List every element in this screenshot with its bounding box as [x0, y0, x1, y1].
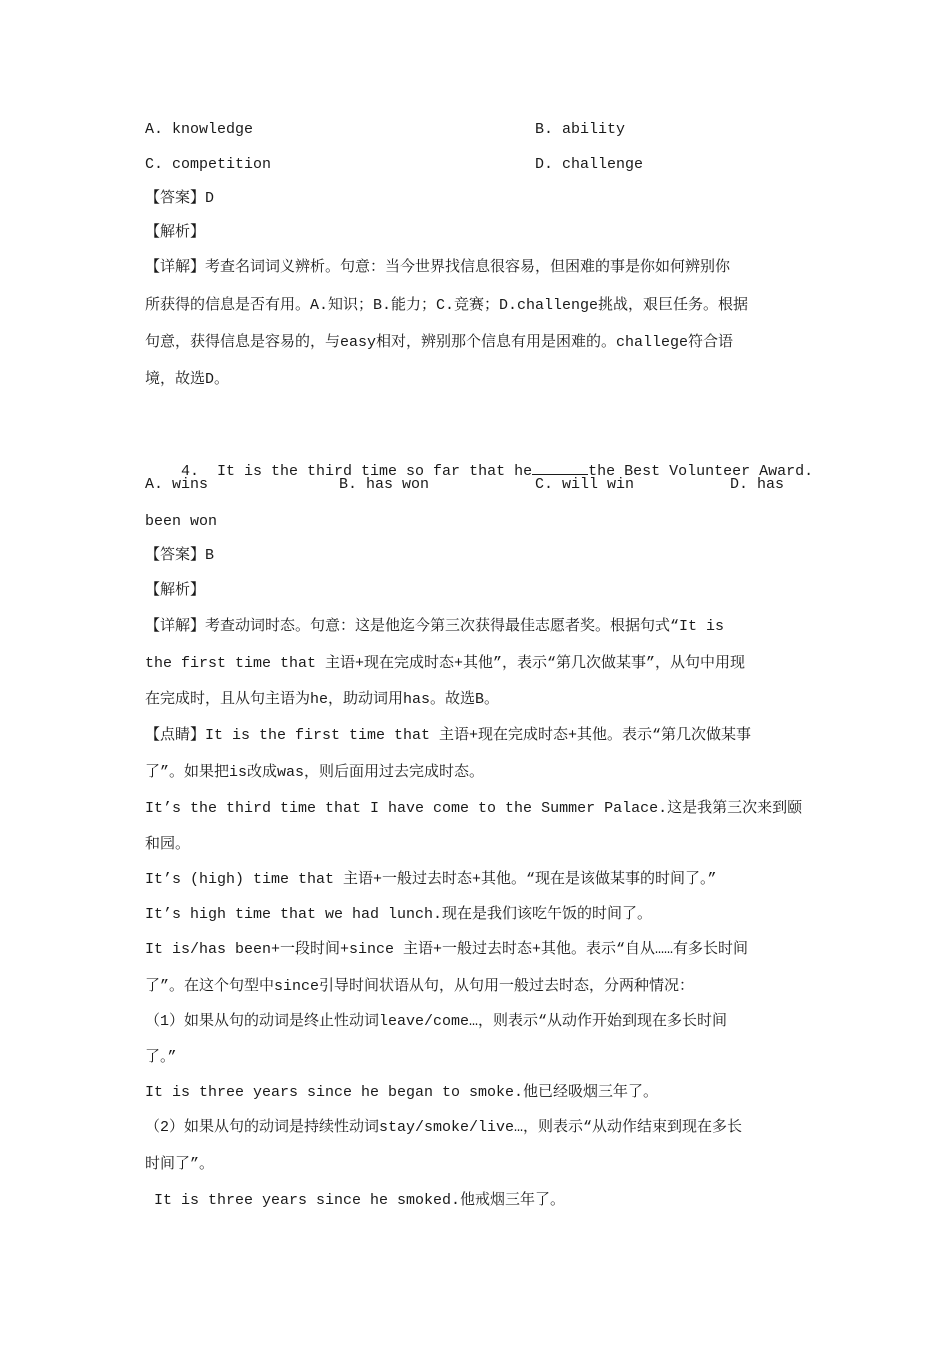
q3-answer: 【答案】D: [145, 190, 215, 207]
q3-detail-line: 境，故选D。: [145, 371, 230, 388]
q4-text-line: （2）如果从句的动词是持续性动词stay/smoke/live…，则表示“从动作结束到现在多长: [145, 1119, 743, 1136]
q4-analysis-label: 【解析】: [145, 582, 206, 599]
q4-text-line: 和园。: [145, 836, 191, 853]
q4-text-line: It is three years since he smoked.他戒烟三年了。: [145, 1192, 566, 1209]
q3-detail-line: 句意，获得信息是容易的，与easy相对，辨别那个信息有用是困难的。challege符合语: [145, 334, 734, 351]
q4-option-d-wrap: been won: [145, 513, 218, 530]
q4-option-a: A. wins: [145, 476, 209, 493]
q4-text-line: It’s the third time that I have come to the Summer Palace.这是我第三次来到颐: [145, 800, 803, 817]
q4-text-line: It is/has been+一段时间+since 主语+一般过去时态+其他。表示“自从……有多长时间: [145, 941, 749, 958]
q4-text-line: 时间了”。: [145, 1156, 215, 1173]
answer-blank: [532, 460, 588, 475]
document-page: [145, 0, 814, 1346]
q3-option-a: A. knowledge: [145, 121, 254, 138]
q4-stem-after: the Best Volunteer Award.: [588, 463, 814, 480]
q3-detail-line: 【详解】考查名词词义辨析。句意：当今世界找信息很容易，但困难的事是你如何辨别你: [145, 259, 731, 276]
q4-text-line: It’s (high) time that 主语+一般过去时态+其他。“现在是该做某事的时间了。”: [145, 871, 717, 888]
q4-text-line: It’s high time that we had lunch.现在是我们该吃午饭的时间了。: [145, 906, 653, 923]
q4-text-line: （1）如果从句的动词是终止性动词leave/come…，则表示“从动作开始到现在多长时间: [145, 1013, 728, 1030]
q4-text-line: It is three years since he began to smoke.他已经吸烟三年了。: [145, 1084, 659, 1101]
q4-option-d: D. has: [730, 476, 785, 493]
q4-stem-before: 4. It is the third time so far that he: [181, 463, 533, 480]
q4-text-line: 了”。在这个句型中since引导时间状语从句，从句用一般过去时态，分两种情况：: [145, 978, 695, 995]
q4-text-line: the first time that 主语+现在完成时态+其他”，表示“第几次做某事”，从句中用现: [145, 655, 746, 672]
q3-option-b: B. ability: [535, 121, 626, 138]
q4-text-line: 在完成时，且从句主语为he，助动词用has。故选B。: [145, 691, 500, 708]
q4-text-line: 【详解】考查动词时态。句意：这是他迄今第三次获得最佳志愿者奖。根据句式“It is: [145, 618, 725, 635]
q4-stem: [145, 440, 813, 502]
q4-option-c: C. will win: [535, 476, 635, 493]
q3-option-c: C. competition: [145, 156, 272, 173]
q3-analysis-label: 【解析】: [145, 224, 206, 241]
q3-detail-line: 所获得的信息是否有用。A.知识；B.能力；C.竞赛；D.challenge挑战，艰巨任务。根据: [145, 297, 749, 314]
q4-option-b: B. has won: [339, 476, 430, 493]
q3-option-d: D. challenge: [535, 156, 644, 173]
q4-text-line: 【点睛】It is the first time that 主语+现在完成时态+其他。表示“第几次做某事: [145, 727, 752, 744]
q4-text-line: 了。”: [145, 1049, 177, 1066]
q4-text-line: 了”。如果把is改成was，则后面用过去完成时态。: [145, 764, 485, 781]
q4-answer: 【答案】B: [145, 547, 215, 564]
